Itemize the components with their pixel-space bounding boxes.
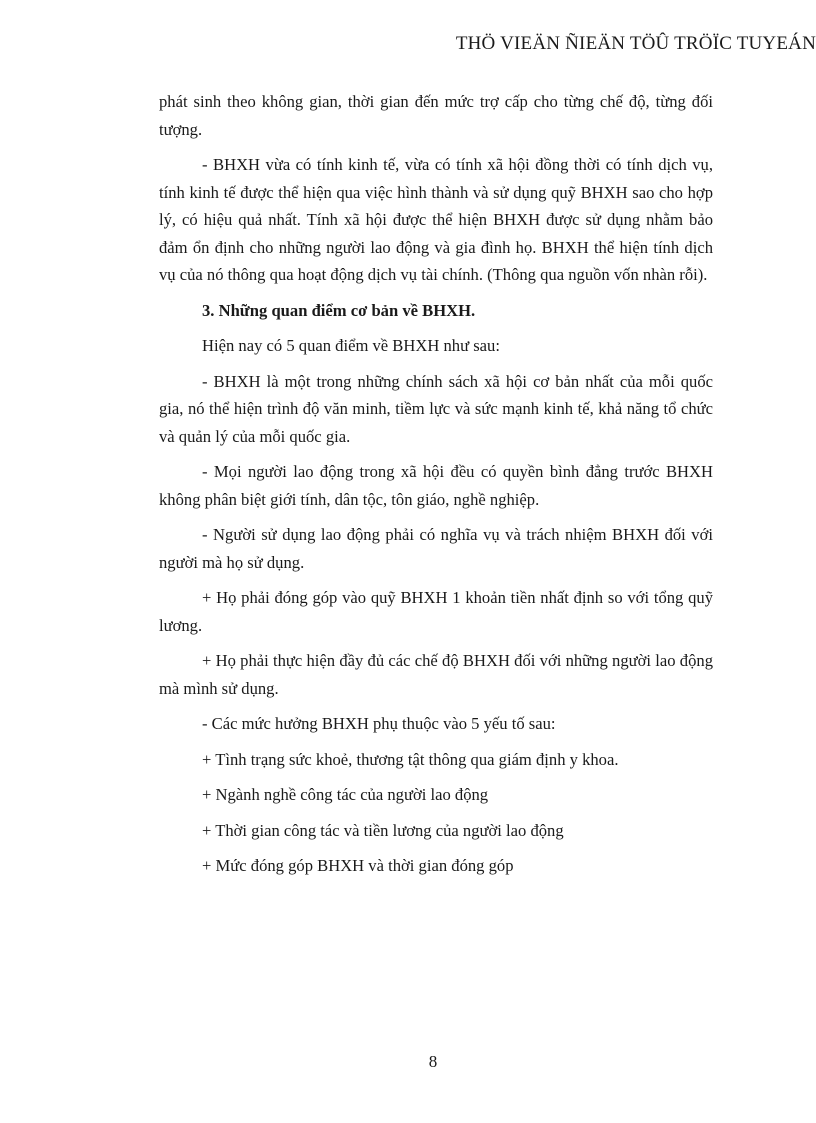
- page-header: THÖ VIEÄN ÑIEÄN TÖÛ TRÖÏC TUYEÁN: [455, 33, 816, 54]
- paragraph-point-3: - Người sử dụng lao động phải có nghĩa vụ và trách nhiệm BHXH đối với người mà họ sử dụng.: [159, 525, 713, 572]
- document-body: [159, 88, 713, 888]
- paragraph-point-2: - Mọi người lao động trong xã hội đều có quyền bình đẳng trước BHXH không phân biệt giới tính, dân tộc, tôn giáo, nghề nghiệp.: [159, 462, 713, 509]
- page-number: 8: [428, 1052, 438, 1071]
- paragraph-continuation: phát sinh theo không gian, thời gian đến mức trợ cấp cho từng chế độ, từng đối tượng.: [159, 92, 713, 139]
- list-item-occupation: + Ngành nghề công tác của người lao động: [202, 785, 489, 804]
- paragraph-intro: Hiện nay có 5 quan điểm về BHXH như sau:: [202, 336, 500, 355]
- paragraph-bhxh-characteristics: - BHXH vừa có tính kinh tế, vừa có tính xã hội đồng thời có tính dịch vụ, tính kinh tế được thể hiện qua việc hình thành và sử dụng quỹ BHXH sao cho hợp lý, có hiệu quả nhất. Tính xã hội được thể hiện BHXH được sử dụng nhằm bảo đảm ổn định cho những người lao động và gia đình họ. BHXH thể hiện tính dịch vụ của nó thông qua hoạt động dịch vụ tài chính. (Thông qua nguồn vốn nhàn rỗi).: [159, 155, 713, 284]
- list-item-work-time: + Thời gian công tác và tiền lương của người lao động: [202, 820, 564, 840]
- paragraph-subpoint-implementation: + Họ phải thực hiện đầy đủ các chế độ BHXH đối với những người lao động mà mình sử dụng.: [159, 651, 713, 698]
- list-item-contribution: + Mức đóng góp BHXH và thời gian đóng góp: [202, 856, 514, 875]
- paragraph-subpoint-contribution: + Họ phải đóng góp vào quỹ BHXH 1 khoản tiền nhất định so với tổng quỹ lương.: [159, 588, 713, 635]
- paragraph-point-4: - Các mức hưởng BHXH phụ thuộc vào 5 yếu tố sau:: [202, 714, 556, 733]
- paragraph-point-1: - BHXH là một trong những chính sách xã hội cơ bản nhất của mỗi quốc gia, nó thể hiện trình độ văn minh, tiềm lực và sức mạnh kinh tế, khả năng tổ chức và quản lý của mỗi quốc gia.: [159, 371, 713, 446]
- list-item-health: + Tình trạng sức khoẻ, thương tật thông qua giám định y khoa.: [202, 749, 619, 769]
- section-heading: 3. Những quan điểm cơ bản về BHXH.: [202, 300, 476, 320]
